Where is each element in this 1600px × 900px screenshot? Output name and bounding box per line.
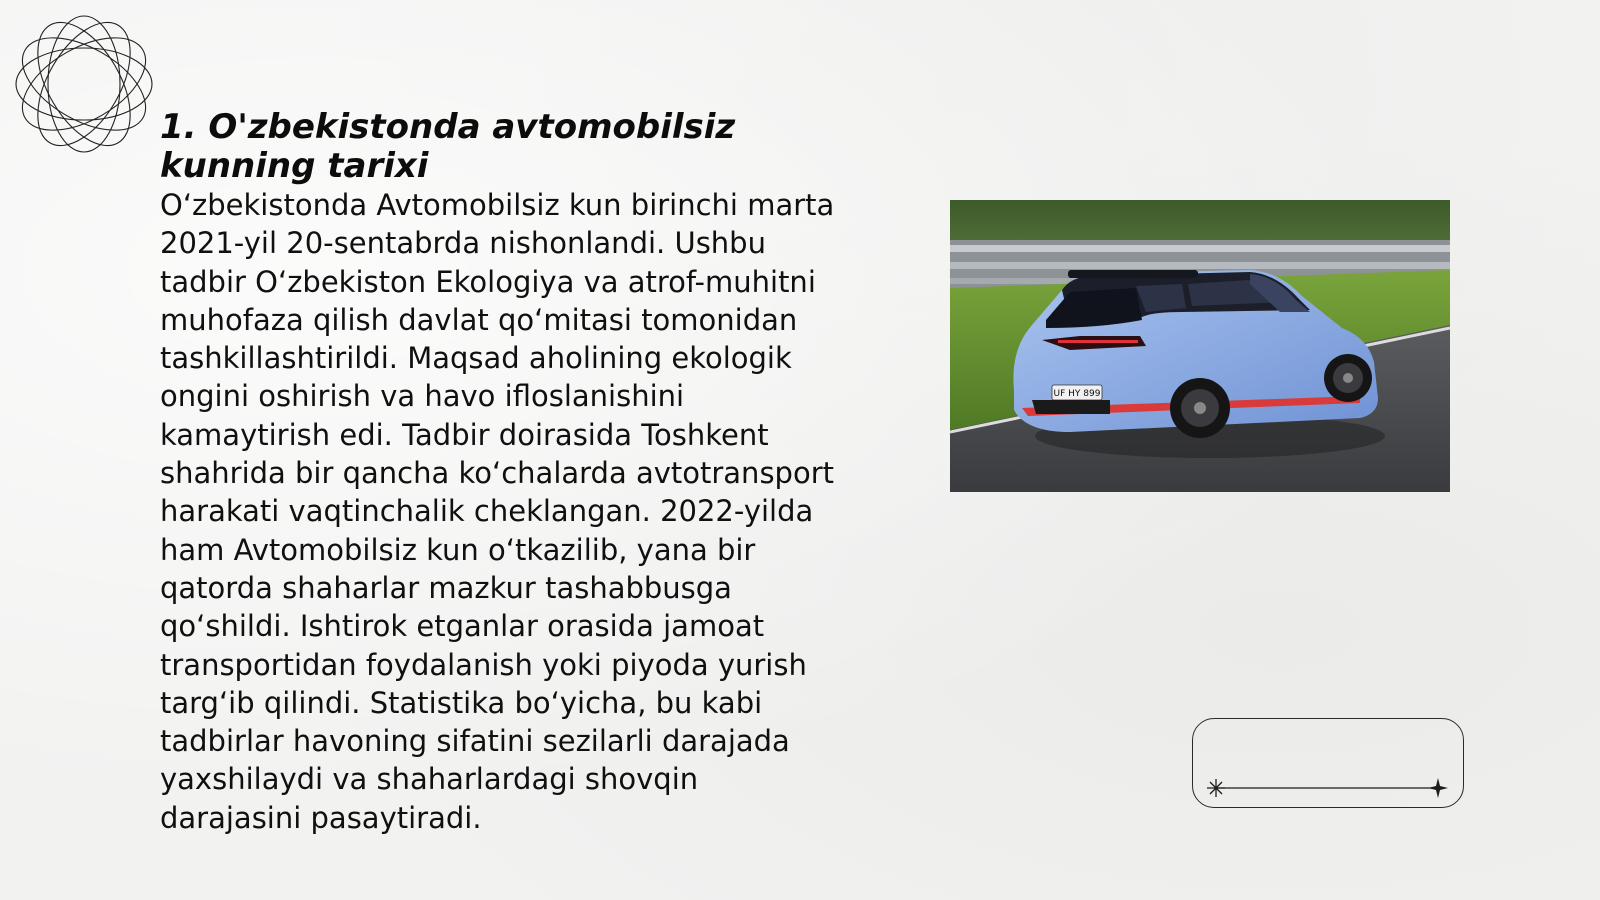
- slide-title: 1. O'zbekistonda avtomobilsiz kunning tarixi: [160, 107, 736, 186]
- plate-text: UF HY 899: [1053, 389, 1101, 399]
- orbit-circles-icon: [10, 10, 158, 158]
- sparkle-line-icon: [1206, 776, 1456, 800]
- slide-body-text: O‘zbekistonda Avtomobilsiz kun birinchi marta 2021-yil 20-sentabrda nishonlandi. Ushbu tadbir O‘zbekiston Ekologiya va atrof-muhitni muhofaza qilish davlat qo‘mitasi tomonidan tashkillashtirildi. Maqsad aholining ekologik ongini oshirish va havo ifloslanishini kamaytirish edi. Tadbir doirasida Toshkent shahrida bir qancha ko‘chalarda avtotransport harakati vaqtinchalik cheklangan. 2022-yilda ham Avtomobilsiz kun o‘tkazilib, yana bir qatorda shaharlar mazkur tashabbusga qo‘shildi. Ishtirok etganlar orasida jamoat transportidan foydalanish yoki piyoda yurish targ‘ib qilindi. Statistika bo‘yicha, bu kabi tadbirlar havoning sifatini sezilarli darajada yaxshilaydi va shaharlardagi shovqin darajasini pasaytiradi.: [160, 188, 835, 835]
- car-photo: [950, 200, 1450, 492]
